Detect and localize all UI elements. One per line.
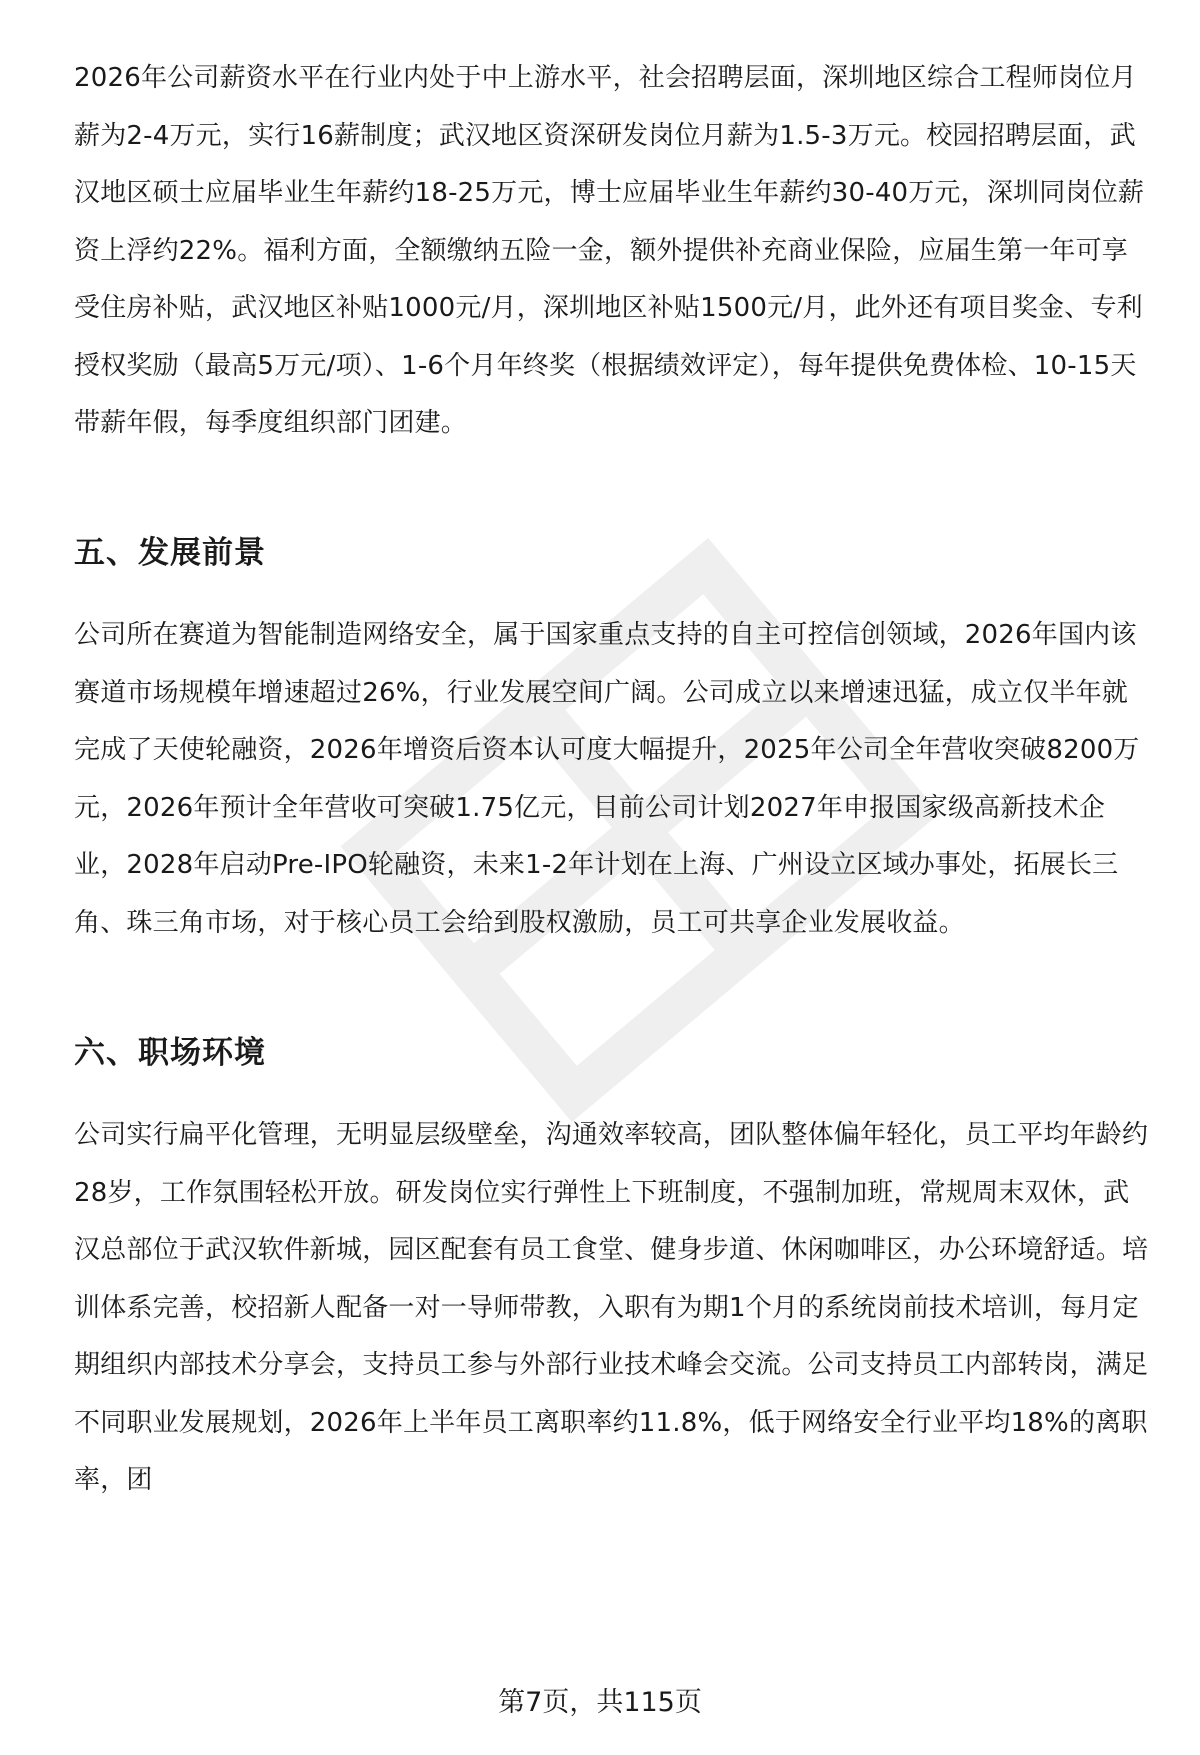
workplace-paragraph: 公司实行扁平化管理，无明显层级壁垒，沟通效率较高，团队整体偏年轻化，员工平均年龄约28岁，工作氛围轻松开放。研发岗位实行弹性上下班制度，不强制加班，常规周末双休，武汉总部位于武汉软件新城，园区配套有员工食堂、健身步道、休闲咖啡区，办公环境舒适。培训体系完善，校招新人配备一对一导师带教，入职有为期1个月的系统岗前技术培训，每月定期组织内部技术分享会，支持员工参与外部行业技术峰会交流。公司支持员工内部转岗，满足不同职业发展规划，2026年上半年员工离职率约11.8%，低于网络安全行业平均18%的离职率，团 xyxy=(74,1120,1149,1495)
development-paragraph: 公司所在赛道为智能制造网络安全，属于国家重点支持的自主可控信创领域，2026年国内该赛道市场规模年增速超过26%，行业发展空间广阔。公司成立以来增速迅猛，成立仅半年就完成了天使轮融资，2026年增资后资本认可度大幅提升，2025年公司全年营收突破8200万元，2026年预计全年营收可突破1.75亿元，目前公司计划2027年申报国家级高新技术企业，2028年启动Pre-IPO轮融资，未来1-2年计划在上海、广州设立区域办事处，拓展长三角、珠三角市场，对于核心员工会给到股权激励，员工可共享企业发展收益。 xyxy=(74,620,1140,938)
salary-paragraph: 2026年公司薪资水平在行业内处于中上游水平，社会招聘层面，深圳地区综合工程师岗位月薪为2-4万元，实行16薪制度；武汉地区资深研发岗位月薪为1.5-3万元。校园招聘层面，武汉地区硕士应届毕业生年薪约18-25万元，博士应届毕业生年薪约30-40万元，深圳同岗位薪资上浮约22%。福利方面，全额缴纳五险一金，额外提供补充商业保险，应届生第一年可享受住房补贴，武汉地区补贴1000元/月，深圳地区补贴1500元/月，此外还有项目奖金、专利授权奖励（最高5万元/项）、1-6个月年终奖（根据绩效评定），每年提供免费体检、10-15天带薪年假，每季度组织部门团建。 xyxy=(74,63,1145,438)
section-five-heading: 五、发展前景 xyxy=(74,535,266,571)
section-six-heading: 六、职场环境 xyxy=(74,1035,266,1071)
page-number: 第7页，共115页 xyxy=(498,1687,702,1718)
